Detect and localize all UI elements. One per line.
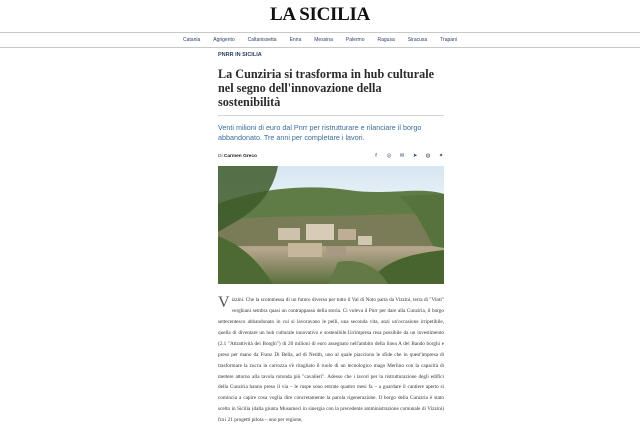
- nav-item-trapani[interactable]: Trapani: [440, 37, 457, 43]
- facebook-icon[interactable]: f: [375, 153, 377, 160]
- whatsapp-icon[interactable]: ◎: [386, 153, 392, 160]
- article-kicker[interactable]: PNRR IN SICILIA: [218, 52, 262, 58]
- site-logo[interactable]: LA SICILIA: [270, 4, 370, 25]
- email-icon[interactable]: ✉: [399, 153, 405, 160]
- nav-item-palermo[interactable]: Palermo: [345, 37, 365, 43]
- article-summary: Venti milioni di euro dal Pnrr per ristrutturare e rilanciare il borgo abbandonato. Tre anni per completare i lavori.: [218, 123, 422, 142]
- nav-item-caltanissetta[interactable]: Caltanissetta: [247, 37, 277, 43]
- nav-item-ragusa[interactable]: Ragusa: [377, 37, 395, 43]
- nav-item-siracusa[interactable]: Siracusa: [407, 37, 428, 43]
- article: [218, 52, 444, 426]
- dropcap: V: [218, 294, 230, 312]
- twitter-icon[interactable]: ✦: [438, 153, 444, 160]
- article-meta: [218, 151, 444, 161]
- article-photo: [218, 166, 444, 284]
- masthead: [0, 0, 640, 32]
- article-body-text: izzini. Che la scommessa di un futuro diverso per tutto il Val di Noto parta da Vizzini, terra di "Vinti" verghiani sembra quasi un contrappasso della storia. Ci voleva il Pnrr per dare alla Cunziria, il borgo settecentesco abbandonato in cui si lavoravano le pelli, una seconda vita, anzi un'occasione irripetibile, quella di diventare un hub culturale innovativo e sostenibile.Un'impresa resa possibile da un investimento (2.1 "Attrattività dei Borghi") di 20 milioni di euro assegnato nell'ambito della linea A del Bando borghi e preso per mano da Franz Di Bella, ad di Netith, uno al quale piacciono le sfide che in quest'impresa di trasformare la zucca in carrozza s'è ritagliato il ruolo di un tecnologico mago Merlino con la capacità di mettere attorno alla tavola rotonda più "cavalieri". Adesso che i lavori per la ristrutturazione degli edifici della Cunziria hanno preso il via – le ruspe sono entrate quattro mesi fa – a guardare il cantiere aperto si comincia a capire cosa voglia dire concretamente la parola rigenerazione. Il borgo della Cunziria è stato scelto in Sicilia (dalla giunta Musumeci in sinergia con la precedente amministrazione comunale di Vizzini) fra i 21 progetti pilota – uno per regione,: [218, 297, 444, 424]
- author-byline: [218, 154, 257, 159]
- article-body: [218, 295, 444, 426]
- city-nav: [0, 32, 640, 48]
- telegram-icon[interactable]: ➤: [412, 153, 418, 160]
- author-prefix: Di: [218, 153, 223, 159]
- author-name[interactable]: Carmen Greco: [223, 153, 257, 159]
- messenger-icon[interactable]: ◍: [425, 153, 431, 160]
- share-bar: [373, 153, 444, 159]
- nav-item-agrigento[interactable]: Agrigento: [213, 37, 235, 43]
- nav-item-messina[interactable]: Messina: [314, 37, 333, 43]
- nav-item-enna[interactable]: Enna: [289, 37, 302, 43]
- nav-item-catania[interactable]: Catania: [183, 37, 201, 43]
- article-headline: La Cunziria si trasforma in hub culturale nel segno dell'innovazione della sostenibilità: [218, 67, 444, 116]
- village-landscape-image: [218, 166, 444, 284]
